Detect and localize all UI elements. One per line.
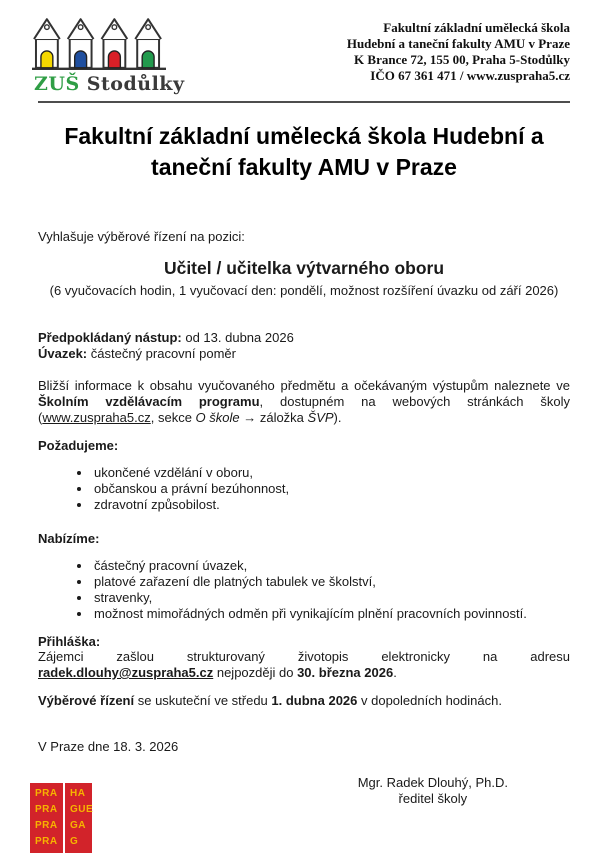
application-paragraph	[38, 649, 570, 681]
praha-logo-text: HA	[70, 788, 86, 799]
praha-logo-right-block	[65, 783, 92, 853]
interview-text-2: v dopoledních hodinách.	[357, 693, 502, 708]
list-item: • stravenky,	[92, 590, 570, 606]
footer-row	[35, 775, 570, 853]
school-faculty-line: Hudební a taneční fakulty AMU v Praze	[346, 36, 570, 51]
logo-wordmark-zus: ZUŠ	[34, 73, 80, 95]
list-item: • částečný pracovní úvazek,	[92, 558, 570, 574]
school-name-line: Fakultní základní umělecká škola	[383, 20, 570, 35]
info-text-2: , dostupném na webových stránkách školy (	[38, 394, 570, 425]
letterhead	[34, 16, 570, 95]
school-logo	[32, 16, 185, 95]
header-divider	[38, 101, 570, 103]
contract-label: Úvazek:	[38, 346, 88, 361]
position-title: Učitel / učitelka výtvarného oboru	[163, 258, 445, 278]
list-item: • zdravotní způsobilost.	[92, 497, 570, 513]
signature-block	[358, 775, 508, 807]
signature-role: ředitel školy	[398, 791, 468, 806]
application-text-2: nejpozději do	[213, 665, 298, 680]
praha-logo-text: GA	[70, 820, 86, 831]
start-date-label: Předpokládaný nástup:	[38, 330, 182, 345]
list-item: • ukončené vzdělání v oboru,	[92, 465, 570, 481]
school-address-line: K Brance 72, 155 00, Praha 5-Stodůlky	[354, 52, 570, 67]
interview-bold-1: Výběrové řízení	[38, 693, 135, 708]
application-heading: Přihláška:	[38, 634, 101, 649]
list-item: • možnost mimořádných odměn při vynikajícím plnění pracovních povinností.	[92, 606, 570, 622]
info-text-5: ).	[333, 410, 342, 425]
application-text-3: .	[393, 665, 397, 680]
o-skole-italic: O škole	[195, 410, 240, 425]
page-title: Fakultní základní umělecká škola Hudební a taneční fakulty AMU v Praze	[64, 123, 544, 180]
info-paragraph	[38, 378, 570, 426]
praha-logo-text: G	[70, 836, 79, 847]
website-link[interactable]: www.zuspraha5.cz	[42, 410, 151, 425]
school-ico-web-line: IČO 67 361 471 / www.zuspraha5.cz	[370, 68, 570, 83]
praha-logo-text: PRA	[35, 788, 58, 799]
deadline-bold: 30. března 2026	[297, 665, 394, 680]
praha-logo-text: PRA	[35, 836, 58, 847]
place-date-line: V Praze dne 18. 3. 2026	[38, 739, 179, 754]
info-text-4: → záložka	[239, 410, 308, 425]
intro-line: Vyhlašuje výběrové řízení na pozici:	[38, 229, 245, 244]
list-item: • platové zařazení dle platných tabulek ve školství,	[92, 574, 570, 590]
application-text-1: Zájemci zašlou strukturovaný životopis elektronicky na adresu	[38, 649, 570, 664]
start-date-line	[38, 330, 570, 346]
school-contact-block	[347, 16, 570, 84]
contract-value: částečný pracovní poměr	[87, 346, 236, 361]
signature-name: Mgr. Radek Dlouhý, Ph.D.	[357, 775, 508, 790]
offer-list	[38, 558, 570, 622]
houses-logo-icon	[32, 16, 166, 72]
require-list	[38, 465, 570, 513]
position-subtitle: (6 vyučovacích hodin, 1 vyučovací den: pondělí, možnost rozšíření úvazku od září 2026)	[49, 283, 559, 298]
interview-line	[38, 693, 570, 709]
offer-heading: Nabízíme:	[38, 531, 100, 546]
require-heading: Požadujeme:	[38, 438, 119, 453]
list-item: • občanskou a právní bezúhonnost,	[92, 481, 570, 497]
interview-text-1: se uskuteční ve středu	[134, 693, 272, 708]
interview-date-bold: 1. dubna 2026	[271, 693, 358, 708]
info-text-3: , sekce	[150, 410, 196, 425]
svp-italic: ŠVP	[307, 410, 334, 425]
start-date-value: od 13. dubna 2026	[181, 330, 294, 345]
praha-logo-left-block	[30, 783, 63, 853]
svp-bold-text: Školním vzdělávacím programu	[38, 394, 260, 409]
praha-logo-text: GUE	[70, 804, 94, 815]
praha-logo-text: PRA	[35, 804, 58, 815]
info-text-1: Bližší informace k obsahu vyučovaného předmětu a očekávaným výstupům naleznete ve	[38, 378, 570, 393]
praha-city-logo	[30, 783, 92, 853]
logo-wordmark	[32, 73, 185, 95]
logo-wordmark-stodulky: Stodůlky	[86, 73, 185, 95]
details-block	[38, 330, 570, 362]
contract-line	[38, 346, 570, 362]
email-link[interactable]: radek.dlouhy@zuspraha5.cz	[38, 665, 214, 680]
praha-logo-text: PRA	[35, 820, 58, 831]
